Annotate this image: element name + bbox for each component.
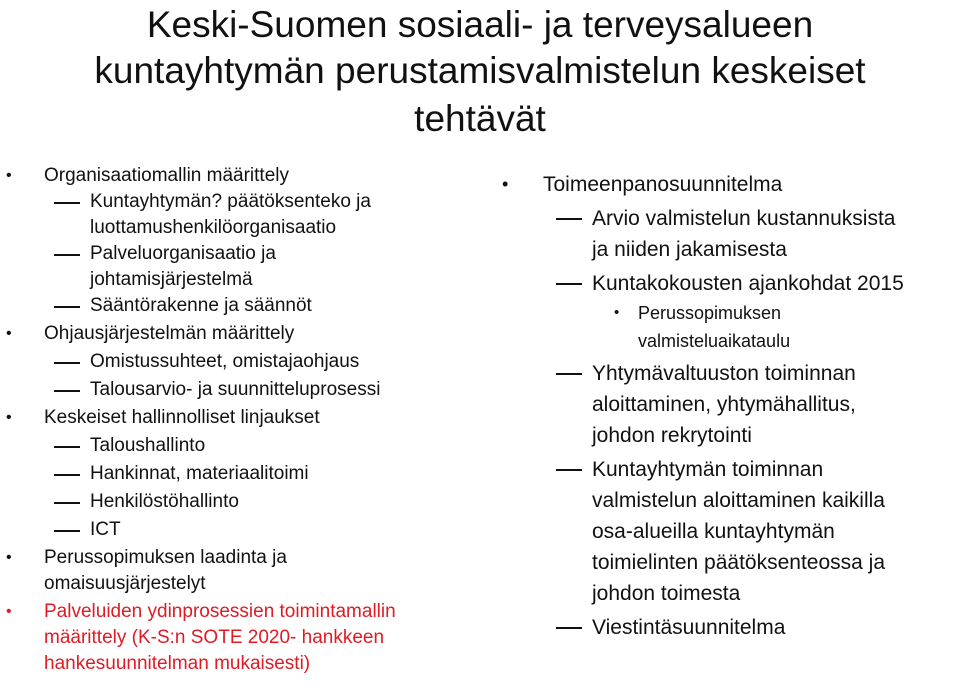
left-column bbox=[0, 163, 470, 677]
title-line-1: Keski-Suomen sosiaali- ja terveysalueen bbox=[146, 4, 814, 45]
sub-item-talousarvio: Talousarvio- ja suunnitteluprosessi bbox=[0, 377, 470, 403]
bullet-hallinnolliset: • Keskeiset hallinnolliset linjaukset bbox=[0, 405, 470, 431]
sub-item-omistussuhteet: Omistussuhteet, omistajaohjaus bbox=[0, 349, 470, 375]
sub-item-ict: ICT bbox=[0, 517, 470, 543]
dash-icon bbox=[54, 362, 80, 364]
bullet-perussopimus: • Perussopimuksen laadinta ja omaisuusjärjestelyt bbox=[6, 547, 287, 594]
sub-item-arvio: Arvio valmistelun kustannuksista ja niiden jakamisesta bbox=[496, 203, 960, 265]
sub-item-saantorakenne: Sääntörakenne ja säännöt bbox=[0, 293, 470, 319]
title-line-2: kuntayhtymän perustamisvalmistelun keskeiset bbox=[94, 50, 866, 91]
sub-item-henkilosto: Henkilöstöhallinto bbox=[0, 489, 470, 515]
sub-sub-item-perussopimus: • Perussopimuksen valmisteluaikataulu bbox=[496, 299, 960, 355]
dash-icon bbox=[556, 373, 582, 375]
dash-icon bbox=[54, 530, 80, 532]
bullet-dot-icon: • bbox=[6, 549, 12, 566]
dash-icon bbox=[54, 502, 80, 504]
bullet-dot-icon: • bbox=[6, 409, 12, 426]
bullet-dot-icon: • bbox=[6, 167, 12, 184]
sub-item-kuntakokoukset: Kuntakokousten ajankohdat 2015 bbox=[496, 268, 960, 299]
sub-item-kuntayhtyma: Kuntayhtymän? päätöksenteko ja luottamushenkilöorganisaatio bbox=[0, 189, 470, 241]
sub-item-palveluorganisaatio: Palveluorganisaatio ja johtamisjärjestelmä bbox=[0, 241, 470, 293]
dash-icon bbox=[556, 469, 582, 471]
bullet-palveluiden-ydinprosessit: • Palveluiden ydinprosessien toimintamallin määrittely (K-S:n SOTE 2020- hankkeen hankesuunnitelman mukaisesti) bbox=[6, 601, 396, 674]
dash-icon bbox=[54, 474, 80, 476]
dash-icon bbox=[556, 283, 582, 285]
sub-item-viestinta: Viestintäsuunnitelma bbox=[496, 612, 960, 643]
bullet-dot-icon: • bbox=[614, 304, 620, 321]
bullet-toimeenpano: • Toimeenpanosuunnitelma bbox=[496, 169, 960, 200]
bullet-dot-icon: • bbox=[502, 174, 509, 194]
sub-item-yhtymavaltuusto: Yhtymävaltuuston toiminnan aloittaminen, yhtymähallitus, johdon rekrytointi bbox=[496, 358, 960, 451]
dash-icon bbox=[54, 390, 80, 392]
dash-icon bbox=[556, 627, 582, 629]
bullet-org: • Organisaatiomallin määrittely bbox=[0, 163, 470, 189]
sub-item-hankinnat: Hankinnat, materiaalitoimi bbox=[0, 461, 470, 487]
dash-icon bbox=[54, 202, 80, 204]
bullet-ohjaus: • Ohjausjärjestelmän määrittely bbox=[0, 321, 470, 347]
sub-item-kuntayhtyman-toiminta: Kuntayhtymän toiminnan valmistelun aloittaminen kaikilla osa-alueilla kuntayhtymän toimielinten päätöksenteossa ja johdon toimesta bbox=[496, 454, 960, 609]
dash-icon bbox=[54, 446, 80, 448]
bullet-dot-icon: • bbox=[6, 325, 12, 342]
dash-icon bbox=[54, 306, 80, 308]
dash-icon bbox=[556, 218, 582, 220]
bullet-dot-icon: • bbox=[6, 603, 12, 620]
title-line-3: tehtävät bbox=[414, 98, 546, 139]
dash-icon bbox=[54, 254, 80, 256]
right-column bbox=[496, 169, 960, 643]
sub-item-taloushallinto: Taloushallinto bbox=[0, 433, 470, 459]
